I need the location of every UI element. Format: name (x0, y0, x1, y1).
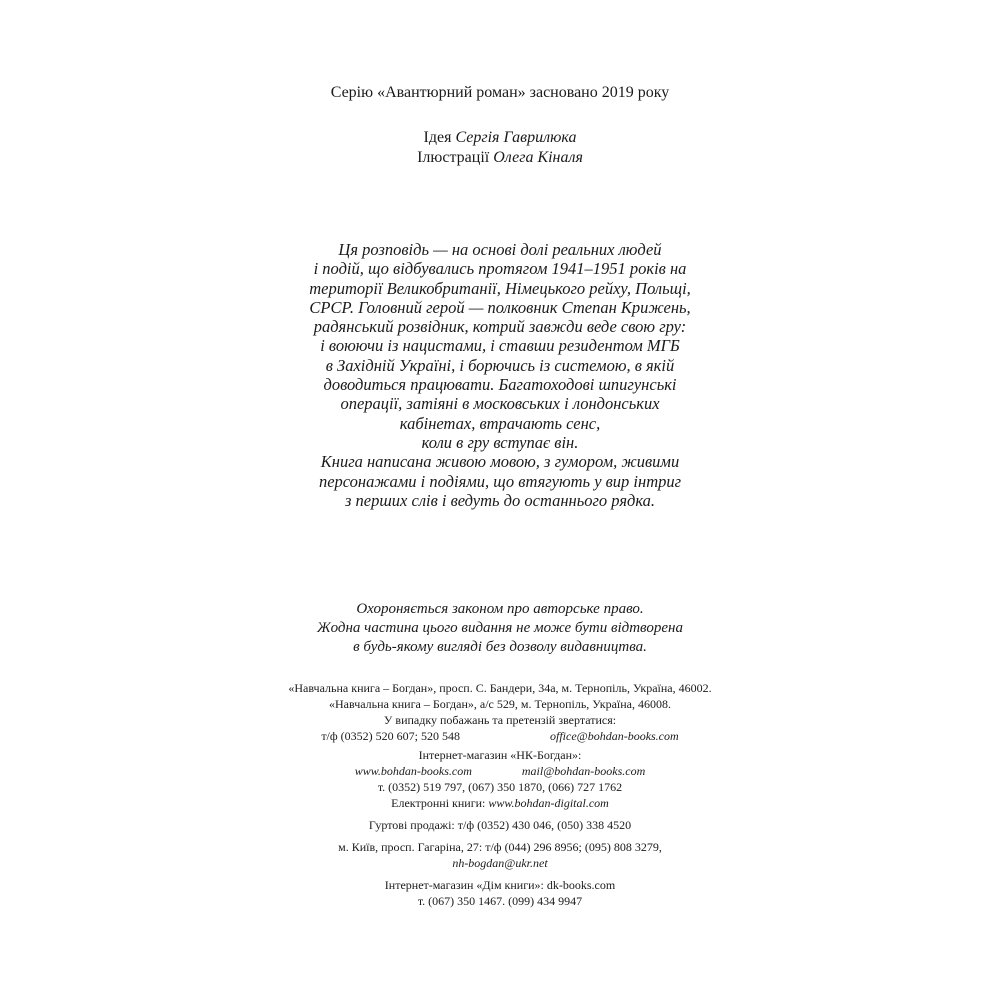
annotation-line: доводиться працювати. Багатоходові шпигунські (323, 375, 677, 395)
book-annotation (0, 240, 1000, 510)
publisher-address: «Навчальна книга – Богдан», просп. С. Бандери, 34а, м. Тернопіль, Україна, 46002. (288, 681, 712, 695)
credits (0, 128, 1000, 168)
annotation-line: Книга написана живою мовою, з гумором, живими (320, 452, 680, 472)
copyright-line: Жодна частина цього видання не може бути відтворена (317, 620, 683, 636)
annotation-line: Ця розповідь — на основі долі реальних людей (338, 240, 662, 259)
annotation-line: персонажами і подіями, що втягують у вир інтриг (318, 471, 682, 491)
wholesale-line: Гуртові продажі: т/ф (0352) 430 046, (050) 338 4520 (368, 818, 632, 832)
annotation-line: радянський розвідник, котрий завжди веде свою гру: (313, 317, 687, 337)
contact-line (0, 728, 1000, 744)
shop-heading: Інтернет-магазин «НК-Богдан»: (418, 748, 582, 762)
ebooks-label: Електронні книги: (391, 796, 486, 810)
publisher-imprint (0, 680, 1000, 909)
annotation-line: в Західній Україні, і борючись із системою, в якій (325, 355, 675, 375)
illustrations-name: Олега Кіналя (493, 149, 583, 166)
shop-contacts (0, 763, 1000, 779)
dk-shop-heading: Інтернет-магазин «Дім книги»: dk-books.com (384, 878, 616, 892)
dk-shop-phones: т. (067) 350 1467. (099) 434 9947 (417, 894, 583, 908)
phone: т/ф (0352) 520 607; 520 548 (321, 729, 460, 743)
idea-label: Ідея (423, 129, 452, 146)
illustrations-label: Ілюстрації (417, 149, 490, 166)
contact-heading: У випадку побажань та претензій звертатися: (383, 713, 617, 727)
copyright-line: в будь-якому вигляді без дозволу видавництва. (353, 639, 647, 655)
series-note: Серію «Авантюрний роман» засновано 2019 року (330, 84, 670, 101)
copyright-line: Охороняється законом про авторське право. (356, 601, 644, 617)
shop-phones: т. (0352) 519 797, (067) 350 1870, (066) 727 1762 (377, 780, 623, 794)
kyiv-email: nh-bogdan@ukr.net (452, 856, 548, 870)
annotation-line: СРСР. Головний герой — полковник Степан Крижень, (309, 297, 691, 317)
kyiv-address: м. Київ, просп. Гагаріна, 27: т/ф (044) 296 8956; (095) 808 3279, (338, 840, 662, 854)
illustrations-credit (0, 148, 1000, 168)
annotation-line: і подій, що відбувались протягом 1941–1951 років на (313, 259, 687, 279)
publisher-po-box: «Навчальна книга – Богдан», а/с 529, м. Тернопіль, Україна, 46008. (329, 697, 671, 711)
shop-email: mail@bohdan-books.com (521, 764, 646, 778)
annotation-line: з перших слів і ведуть до останнього рядка. (344, 490, 656, 510)
shop-site-link: www.bohdan-books.com (354, 764, 472, 778)
annotation-line: і воюючи із нацистами, і ставши резидентом МГБ (320, 336, 680, 356)
annotation-line: операції, затіяні в московських і лондонських (340, 394, 660, 414)
idea-name: Сергія Гаврилюка (455, 129, 577, 146)
ebooks-line (0, 795, 1000, 811)
annotation-line: кабінетах, втрачають сенс, (399, 413, 601, 433)
copyright-notice (0, 600, 1000, 657)
idea-credit (0, 128, 1000, 148)
annotation-line: території Великобританії, Німецького рейху, Польщі, (309, 278, 691, 298)
office-email: office@bohdan-books.com (550, 729, 679, 743)
annotation-line: коли в гру вступає він. (421, 432, 579, 452)
ebooks-site-link: www.bohdan-digital.com (488, 796, 609, 810)
